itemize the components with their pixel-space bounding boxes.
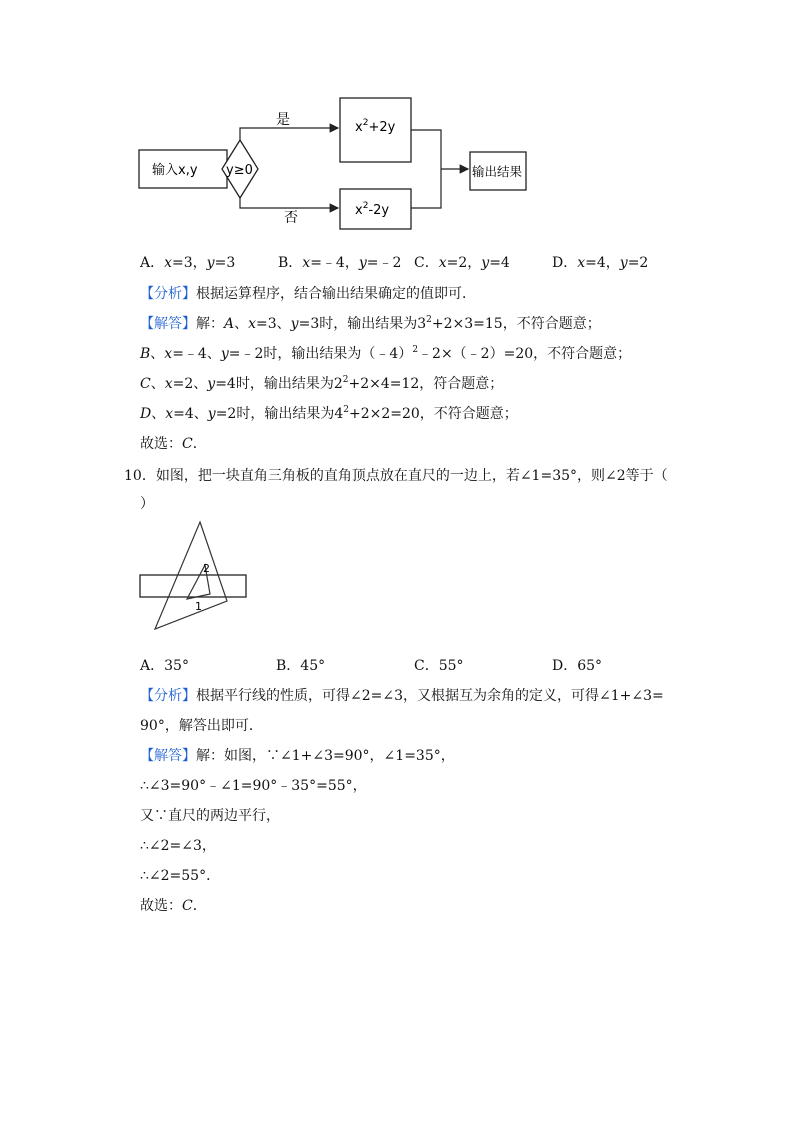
angle-2-label: 2 (203, 562, 210, 575)
q10-answer-line-5: ∴∠2=55°． (140, 868, 221, 884)
flowchart-yes-connector (240, 128, 338, 140)
q9-answer-line-d: D、x=4、y=2时，输出结果为$4^2+2\times 2=20$，不符合题意； (140, 405, 518, 422)
q9-analysis: 【分析】根据运算程序，结合输出结果确定的值即可． (140, 286, 476, 302)
q9-option-c: C．x=2，y=4 (414, 255, 510, 271)
flowchart-yes-expression: $x^2+2y$ (355, 118, 396, 135)
q9-answer-line-b: B、x=﹣4、y=﹣2时，输出结果为（﹣4）$^2$﹣2×（﹣2）=20，不符合题意； (140, 345, 632, 362)
q10-answer-line-4: ∴∠2=∠3， (140, 838, 216, 854)
q10-option-c: C．55° (414, 658, 464, 674)
q9-option-d: D．x=4，y=2 (552, 255, 649, 271)
q9-answer-line-a: 【解答】解：A、x=3、y=3时，输出结果为$3^2+2\times 3=15$，不符合题意； (140, 315, 601, 332)
flowchart-output-label: 输出结果 (472, 164, 523, 179)
question-number: 10． (124, 468, 156, 484)
angle-1-label: 1 (195, 600, 202, 613)
flowchart-input-label: 输入x,y (152, 163, 198, 178)
q10-answer-line-3: 又∵直尺的两边平行， (140, 808, 280, 824)
answer-tag: 【解答】 (140, 748, 196, 764)
q9-option-a: A．x=3，y=3 (140, 255, 236, 271)
q10-analysis-line-2: 90°，解答出即可． (140, 718, 263, 734)
analysis-tag: 【分析】 (140, 286, 196, 302)
flowchart-no-connector (240, 198, 338, 208)
q9-choice: 故选：C． (140, 436, 207, 452)
flowchart-condition-label: y≥0 (226, 163, 253, 178)
analysis-tag: 【分析】 (140, 688, 196, 704)
flowchart-no-expression: $x^2-2y$ (355, 201, 390, 218)
q10-option-b: B．45° (276, 658, 326, 674)
q10-answer-line-1: 【解答】解：如图，∵∠1+∠3=90°，∠1=35°， (140, 748, 455, 764)
q10-analysis-line-1: 【分析】根据平行线的性质，可得∠2=∠3，又根据互为余角的定义，可得∠1+∠3= (140, 688, 664, 704)
ruler (140, 575, 246, 597)
flowchart-merge-connector (411, 130, 441, 208)
flowchart-yes-label: 是 (276, 112, 290, 128)
q10-option-d: D．65° (552, 658, 603, 674)
q9-answer-line-c: C、x=2、y=4时，输出结果为$2^2+2\times 4=12$，符合题意； (140, 375, 504, 392)
flowchart-figure (130, 90, 540, 230)
q10-answer-line-2: ∴∠3=90°﹣∠1=90°﹣35°=55°， (140, 778, 367, 794)
flowchart-no-label: 否 (284, 210, 298, 226)
q10-stem-end: ） (140, 496, 154, 512)
triangle-ruler-figure (135, 518, 255, 636)
q10-option-a: A．35° (140, 658, 189, 674)
q10-choice: 故选：C． (140, 898, 207, 914)
q10-stem: 10．如图，把一块直角三角板的直角顶点放在直尺的一边上，若∠1=35°，则∠2等于（ (124, 468, 668, 484)
answer-tag: 【解答】 (140, 316, 196, 332)
q9-option-b: B．x=﹣4，y=﹣2 (278, 255, 402, 271)
